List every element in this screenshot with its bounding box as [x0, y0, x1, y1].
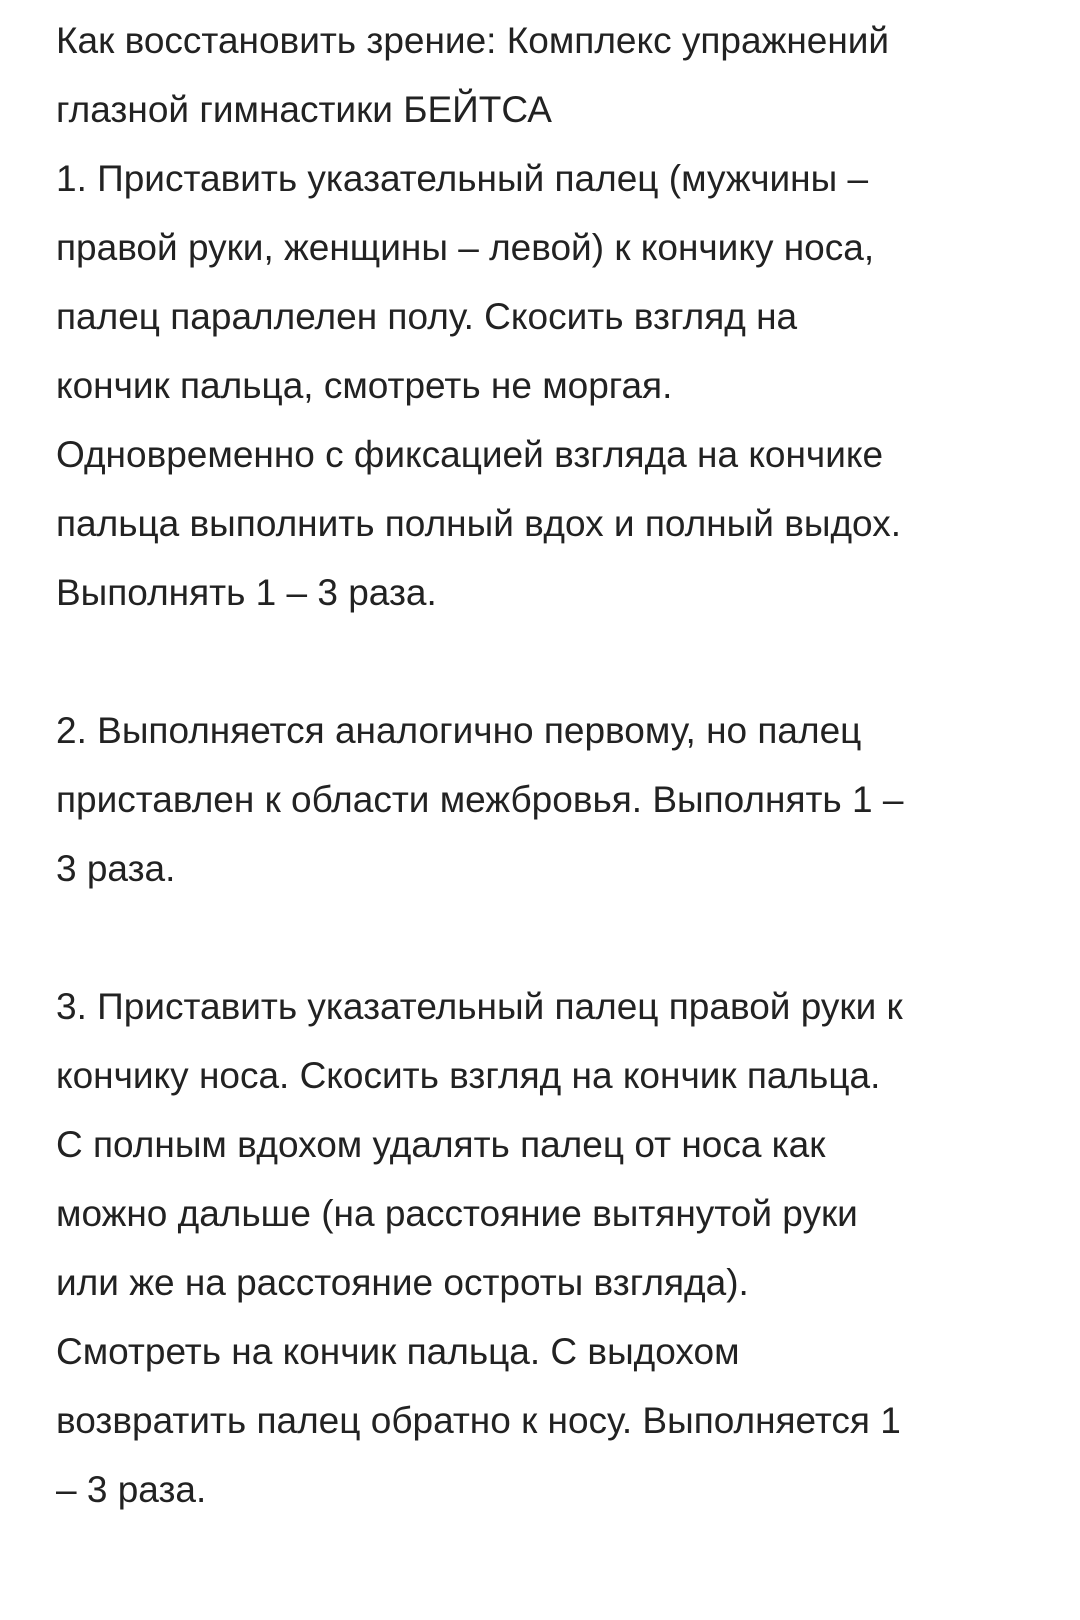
text-line: Смотреть на кончик пальца. С выдохом: [56, 1331, 740, 1372]
text-line: палец параллелен полу. Скосить взгляд на: [56, 296, 798, 337]
text-line: 3 раза.: [56, 848, 176, 889]
paragraph-gap: [56, 903, 1040, 972]
text-line: пальца выполнить полный вдох и полный выдох.: [56, 503, 902, 544]
text-line: 2. Выполняется аналогично первому, но палец: [56, 710, 862, 751]
article-title: [56, 6, 1040, 144]
paragraph-gap: [56, 627, 1040, 696]
title-line: глазной гимнастики БЕЙТСА: [56, 89, 552, 130]
text-line: С полным вдохом удалять палец от носа как: [56, 1124, 826, 1165]
text-line: кончику носа. Скосить взгляд на кончик пальца.: [56, 1055, 881, 1096]
exercise-3: [56, 972, 1040, 1524]
text-line: Выполнять 1 – 3 раза.: [56, 572, 437, 613]
text-line: 1. Приставить указательный палец (мужчины –: [56, 158, 869, 199]
text-line: – 3 раза.: [56, 1469, 207, 1510]
text-line: Одновременно с фиксацией взгляда на кончике: [56, 434, 884, 475]
title-line: Как восстановить зрение: Комплекс упражнений: [56, 20, 890, 61]
exercise-2: [56, 696, 1040, 903]
exercise-1: [56, 144, 1040, 627]
text-line: возвратить палец обратно к носу. Выполняется 1: [56, 1400, 901, 1441]
text-line: правой руки, женщины – левой) к кончику носа,: [56, 227, 875, 268]
text-line: можно дальше (на расстояние вытянутой руки: [56, 1193, 858, 1234]
text-line: 3. Приставить указательный палец правой руки к: [56, 986, 903, 1027]
text-line: кончик пальца, смотреть не моргая.: [56, 365, 673, 406]
text-line: или же на расстояние остроты взгляда).: [56, 1262, 749, 1303]
text-line: приставлен к области межбровья. Выполнять 1 –: [56, 779, 904, 820]
